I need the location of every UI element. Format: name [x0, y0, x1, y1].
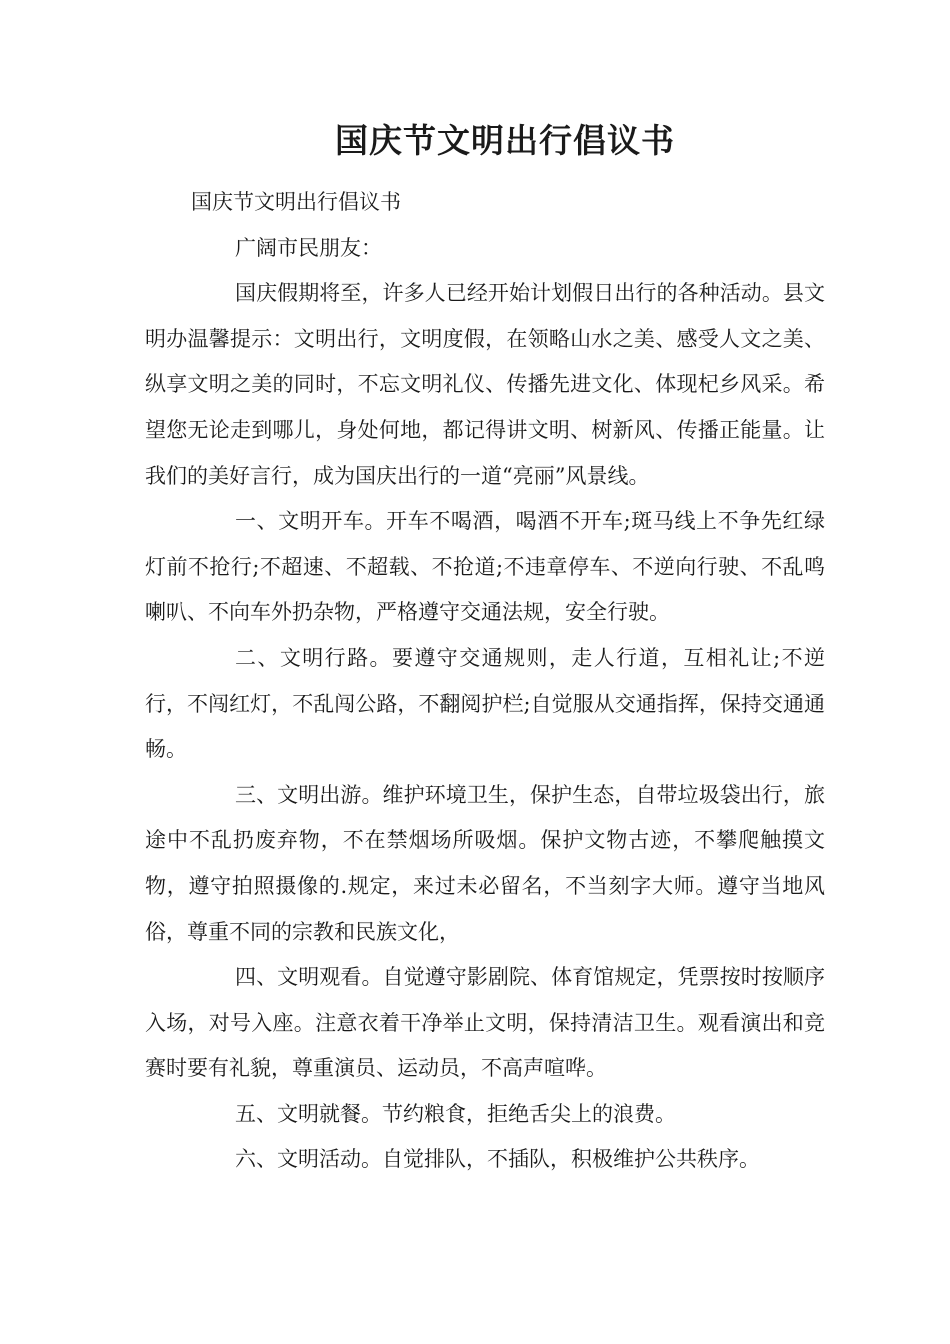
- greeting-line: 广阔市民朋友：: [235, 235, 382, 260]
- intro-paragraph: 国庆假期将至，许多人已经开始计划假日出行的各种活动。县文明办温馨提示：文明出行，文明度假，在领略山水之美、感受人文之美、纵享文明之美的同时，不忘文明礼仪、传播先进文化、体现杞乡风采。希望您无论走到哪儿，身处何地，都记得讲文明、树新风、传播正能量。让我们的美好言行，成为国庆出行的一道“亮丽”风景线。: [145, 281, 825, 488]
- document-subtitle: 国庆节文明出行倡议书: [191, 190, 401, 214]
- paragraph-activities: 六、文明活动。自觉排队，不插队，积极维护公共秩序。: [235, 1147, 760, 1172]
- paragraph-driving: 一、文明开车。开车不喝酒，喝酒不开车;斑马线上不争先红绿灯前不抢行;不超速、不超载、不抢道;不违章停车、不逆向行驶、不乱鸣喇叭、不向车外扔杂物，严格遵守交通法规，安全行驶。: [145, 509, 825, 625]
- paragraph-walking: 二、文明行路。要遵守交通规则，走人行道，互相礼让;不逆行，不闯红灯，不乱闯公路，不翻阅护栏;自觉服从交通指挥，保持交通通畅。: [145, 645, 825, 762]
- document-body: [145, 180, 825, 1183]
- paragraph-travel: 三、文明出游。维护环境卫生，保护生态，自带垃圾袋出行，旅途中不乱扔废弃物，不在禁烟场所吸烟。保护文物古迹，不攀爬触摸文物，遵守拍照摄像的.规定，来过未必留名，不当刻字大师。遵守当地风俗，尊重不同的宗教和民族文化，: [145, 782, 825, 944]
- paragraph-dining: 五、文明就餐。节约粮食，拒绝舌尖上的浪费。: [235, 1101, 676, 1126]
- document-title: 国庆节文明出行倡议书: [335, 121, 675, 160]
- paragraph-watching: 四、文明观看。自觉遵守影剧院、体育馆规定，凭票按时按顺序入场，对号入座。注意衣着干净举止文明，保持清洁卫生。观看演出和竞赛时要有礼貌，尊重演员、运动员，不高声喧哗。: [145, 965, 825, 1081]
